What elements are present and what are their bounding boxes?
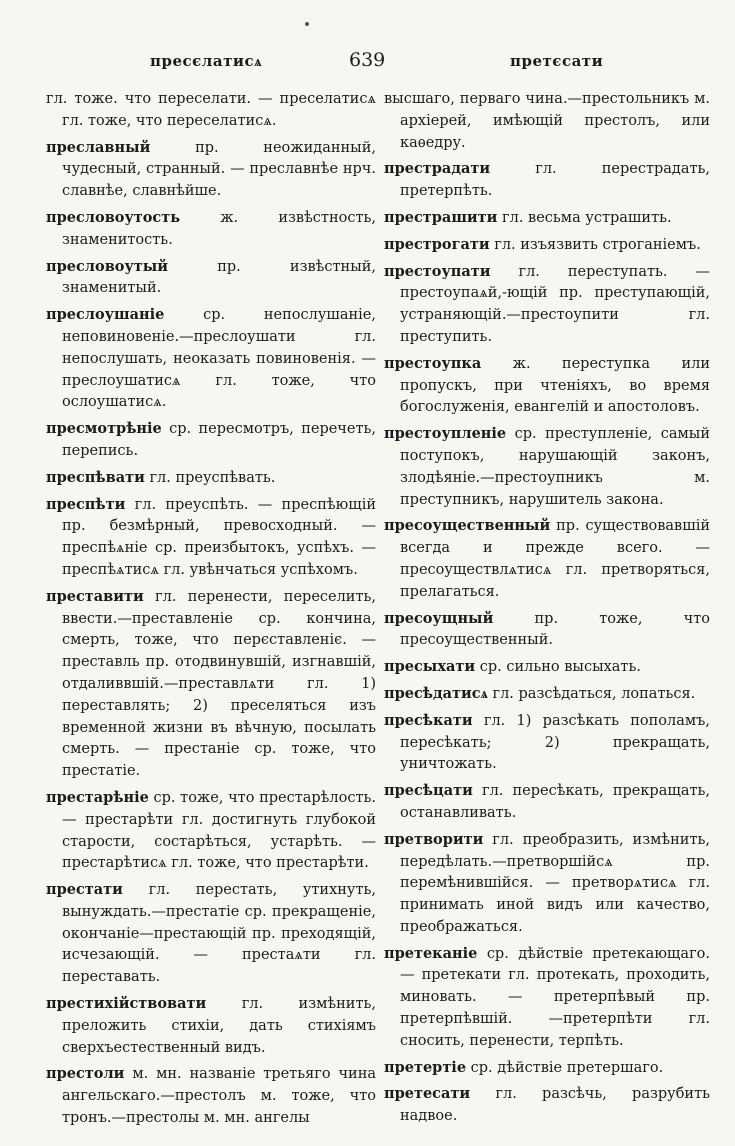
definition: гл. 1) разсѣкать пополамъ, пересѣкать; 2) прекращать, уничтожать. [400,712,710,773]
definition: гл. перестать, утихнуть, вынуждать.—престатіе ср. прекращеніе, окончаніе—престающій пр. преходящій, исчезающій. — престаѧти гл. переставать. [62,882,376,986]
definition: пр. тоже, что пресоущественный. [400,610,710,649]
headword: претертіе [384,1058,467,1076]
definition: гл. преобразить, измѣнить, передѣлать.—претворшійсѧ пр. перемѣнившійся. — претворѧтисѧ гл. принимать иной видъ или качество, преображаться. [400,831,710,935]
headword: претеканіе [384,944,478,962]
dictionary-entry [46,256,376,301]
definition: ср. дѣйствіе претершаго. [470,1059,664,1076]
dictionary-entry [384,515,710,603]
headword: престоупати [384,262,491,280]
headword: преслоушаніе [46,306,165,324]
definition: гл. перенести, переселить, ввести.—преставленіе ср. кончина, смерть, тоже, что перєставленіє. — преставль пр. отодвинувшій, изгнавшій, отдаливвшій.—преставлѧти гл. 1) переставлять; 2) преселяться изъ временной жизни въ вѣчную, посылать смерть. — престаніе ср. тоже, что престатіе. [62,588,376,780]
headword: престоупленіе [384,425,507,443]
dictionary-entry [384,353,710,419]
definition: гл. переступать. — престоупаѧй,-ющій пр. преступающій, устраняющій.—престоупити гл. преступить. [400,263,710,345]
left-column [46,88,376,1134]
dictionary-entry [384,608,710,653]
headword: пресловоутый [46,257,169,275]
headword: претесати [384,1085,471,1103]
dictionary-entry [384,158,710,203]
dictionary-entry [384,683,710,706]
dictionary-entry [46,137,376,203]
headword: престоли [46,1065,125,1083]
headword: преставити [46,587,144,605]
page-number: 639 [349,49,386,71]
definition: гл. тоже. что переселати. — преселатисѧ гл. тоже, что переселатисѧ. [46,91,376,129]
dictionary-entry [384,656,710,679]
headword: пресмотрѣніе [46,420,162,438]
definition: гл. весьма устрашить. [502,209,672,226]
definition: пр. неожиданный, чудесный, странный. — преславнѣе нрч. славнѣе, славнѣйше. [62,139,376,200]
dictionary-entry [384,829,710,939]
definition: ж. переступка или пропускъ, при чтеніяхъ, во время богослуженія, евангелій и апостоловъ. [400,355,710,416]
dictionary-entry [384,710,710,776]
headword: преславный [46,138,151,156]
headword: пресоущный [384,609,494,627]
dictionary-entry [384,207,710,230]
definition: гл. изъязвить строганіемъ. [494,236,701,253]
definition: м. мн. названіе третьяго чина ангельскаго.—престолъ м. тоже, что тронъ.—престолы м. мн. ангелы [62,1066,376,1127]
definition: гл. преуспѣть. — преспѣющій пр. безмѣрный, превосходный. — преспѣѧніе ср. преизбытокъ, успѣхъ. — преспѣѧтисѧ гл. увѣнчаться успѣхомъ. [62,496,377,578]
dictionary-entry [46,494,376,582]
definition: гл. перестрадать, претерпѣть. [400,161,710,200]
dictionary-entry [46,304,376,414]
dictionary-entry [384,423,710,511]
headword: престрадати [384,160,491,178]
definition: высшаго, перваго чина.—престольникъ м. архіерей, имѣющій престолъ, или каѳедру. [384,91,710,151]
headword: пресѣкати [384,711,473,729]
dictionary-entry [46,207,376,252]
headword: престоупка [384,354,482,372]
headword: престихійствовати [46,995,207,1013]
dictionary-entry [46,879,376,989]
definition: ж. извѣстность, знаменитость. [62,209,376,248]
definition: пр. существовавшій всегда и прежде всего. — пресоуществлѧтисѧ гл. претворяться, прелагаться. [400,518,710,600]
header-left-guideword: пресєлатисѧ [150,52,263,70]
dictionary-entry [384,261,710,349]
definition: гл. преуспѣвать. [149,469,276,486]
dictionary-entry [46,586,376,783]
definition: ср. непослушаніе, неповиновеніе.—преслоушати гл. непослушать, неоказать повиновенія. — преслоушатисѧ гл. тоже, что ослоушатисѧ. [62,307,376,411]
dictionary-entry [46,467,376,490]
definition: ср. пересмотръ, перечеть, перепись. [62,421,376,459]
headword: преспѣвати [46,468,145,486]
dictionary-entry [46,418,376,463]
page-header [0,49,735,78]
definition: гл. разсѣдаться, лопаться. [492,685,696,702]
headword: пресѣцати [384,782,473,800]
headword: пресыхати [384,658,476,676]
definition: гл. измѣнить, преложить стихіи, дать стихіямъ сверхъестественный видъ. [62,996,376,1056]
definition: ср. дѣйствіе претекающаго. — претекати гл. протекать, проходить, миновать. — претерпѣвый пр. претерпѣвшій. —претерпѣти гл. сносить, перенести, терпѣть. [400,945,710,1049]
dictionary-entry [384,1083,710,1128]
definition: ср. сильно высыхать. [479,659,641,676]
dictionary-entry [384,943,710,1053]
headword: престрашити [384,208,498,226]
headword: пресѣдатисѧ [384,684,488,702]
headword: пресоущественный [384,517,551,535]
definition: гл. разсѣчь, разрубить надвое. [400,1086,711,1125]
definition: гл. пересѣкать, прекращать, останавливать. [400,783,711,821]
headword: престарѣніе [46,788,149,806]
dictionary-entry [46,787,376,875]
headword: преспѣти [46,495,126,513]
headword: престрогати [384,235,490,253]
header-right-guideword: претєсати [510,52,604,70]
dictionary-entry [384,88,710,154]
definition: пр. извѣстный, знаменитый. [62,258,377,297]
definition: ср. преступленіе, самый поступокъ, нарушающій законъ, злодѣяніе.—престоупникъ м. преступникъ, нарушитель закона. [400,426,710,508]
right-column [384,88,710,1132]
dictionary-entry [46,1063,376,1129]
dictionary-entry [46,88,376,133]
definition: ср. тоже, что престарѣлость. — престарѣти гл. достигнуть глубокой старости, состарѣться, устарѣть. — престарѣтисѧ гл. тоже, что престарѣти. [62,789,376,872]
headword: престати [46,881,123,899]
dictionary-entry [384,234,710,257]
headword: претворити [384,830,484,848]
dictionary-entry [384,1057,710,1080]
dictionary-entry [46,993,376,1059]
dictionary-entry [384,780,710,825]
headword: пресловоутость [46,208,181,226]
print-speck [305,22,309,26]
